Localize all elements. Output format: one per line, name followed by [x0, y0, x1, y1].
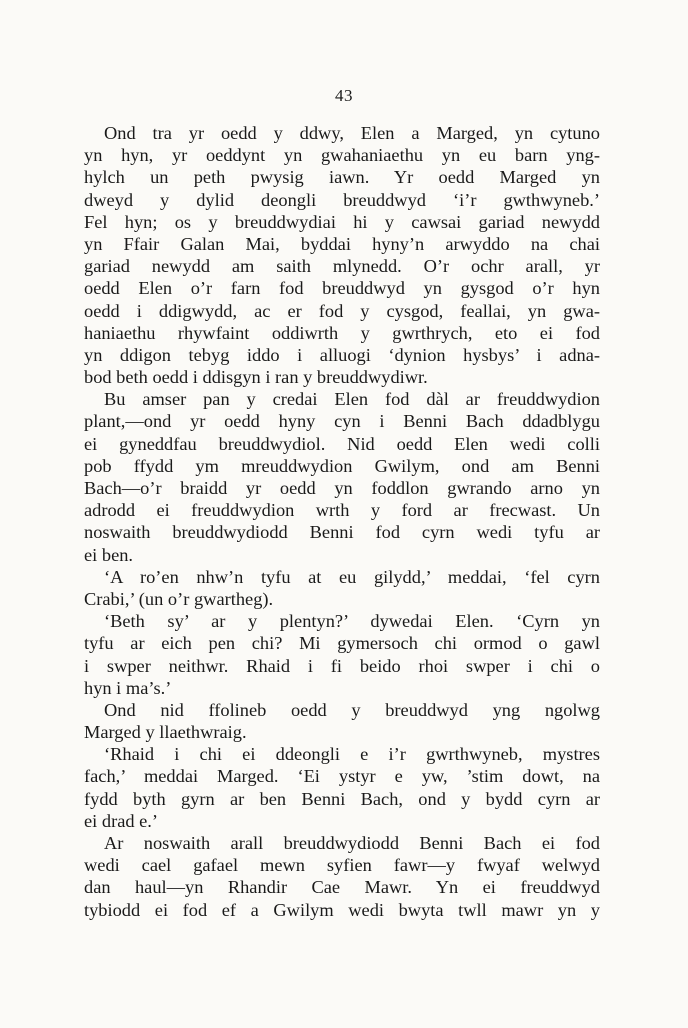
text-line: Marged y llaethwraig. — [84, 722, 247, 743]
text-line: ei gyneddfau breuddwydiol. Nid oedd Elen wedi colli — [84, 433, 600, 454]
text-line: oedd Elen o’r farn fod breuddwyd yn gysgod o’r hyn — [84, 278, 600, 299]
text-line: gariad newydd am saith mlynedd. O’r ochr arall, yr — [84, 256, 600, 277]
text-line: ‘Rhaid i chi ei ddeongli e i’r gwrthwyneb, mystres — [104, 744, 600, 765]
text-line: plant,—ond yr oedd hyny cyn i Benni Bach ddadblygu — [84, 411, 600, 432]
text-line: hylch un peth pwysig iawn. Yr oedd Marged yn — [84, 167, 600, 188]
text-line: pob ffydd ym mreuddwydion Gwilym, ond am Benni — [84, 455, 600, 476]
text-line: fach,’ meddai Marged. ‘Ei ystyr e yw, ’stim dowt, na — [84, 766, 600, 787]
body-text — [84, 122, 600, 921]
text-line: ‘A ro’en nhw’n tyfu at eu gilydd,’ meddai, ‘fel cyrn — [104, 566, 600, 587]
text-line: Crabi,’ (un o’r gwartheg). — [84, 588, 274, 609]
text-line: i swper neithwr. Rhaid i fi beido rhoi swper i chi o — [84, 655, 600, 676]
text-line: ei drad e.’ — [84, 810, 159, 831]
text-line: dan haul—yn Rhandir Cae Mawr. Yn ei freuddwyd — [84, 877, 600, 898]
text-line: dweyd y dylid deongli breuddwyd ‘i’r gwthwyneb.’ — [84, 189, 600, 210]
text-line: tybiodd ei fod ef a Gwilym wedi bwyta twll mawr yn y — [84, 899, 600, 920]
text-line: wedi cael gafael mewn syfien fawr—y fwyaf welwyd — [84, 855, 600, 876]
text-line: Ond nid ffolineb oedd y breuddwyd yng ngolwg — [104, 699, 600, 720]
text-line: yn hyn, yr oeddynt yn gwahaniaethu yn eu barn yng- — [84, 145, 600, 166]
text-line: Bach—o’r braidd yr oedd yn foddlon gwrando arno yn — [84, 478, 600, 498]
text-line: bod beth oedd i ddisgyn i ran y breuddwydiwr. — [84, 367, 428, 388]
text-line: Ar noswaith arall breuddwydiodd Benni Bach ei fod — [104, 833, 600, 853]
text-line: noswaith breuddwydiodd Benni fod cyrn wedi tyfu ar — [84, 522, 600, 543]
text-line: Ond tra yr oedd y ddwy, Elen a Marged, yn cytuno — [104, 123, 600, 143]
text-line: adrodd ei freuddwydion wrth y ford ar frecwast. Un — [84, 500, 600, 521]
text-line: ei ben. — [84, 544, 134, 565]
text-line: yn Ffair Galan Mai, byddai hyny’n arwyddo na chai — [84, 233, 600, 254]
text-line: yn ddigon tebyg iddo i alluogi ‘dynion hysbys’ i adna- — [84, 344, 600, 365]
text-line: oedd i ddigwydd, ac er fod y cysgod, feallai, yn gwa- — [84, 300, 600, 321]
text-line: Bu amser pan y credai Elen fod dàl ar freuddwydion — [104, 389, 600, 410]
text-line: haniaethu rhywfaint oddiwrth y gwrthrych, eto ei fod — [84, 322, 600, 343]
text-line: fydd byth gyrn ar ben Benni Bach, ond y bydd cyrn ar — [84, 788, 600, 809]
text-line: hyn i ma’s.’ — [84, 677, 172, 698]
page-number: 43 — [335, 86, 353, 105]
text-line: Fel hyn; os y breuddwydiai hi y cawsai gariad newydd — [84, 211, 600, 232]
text-line: ‘Beth sy’ ar y plentyn?’ dywedai Elen. ‘Cyrn yn — [104, 611, 600, 632]
text-line: tyfu ar eich pen chi? Mi gymersoch chi ormod o gawl — [84, 633, 600, 654]
